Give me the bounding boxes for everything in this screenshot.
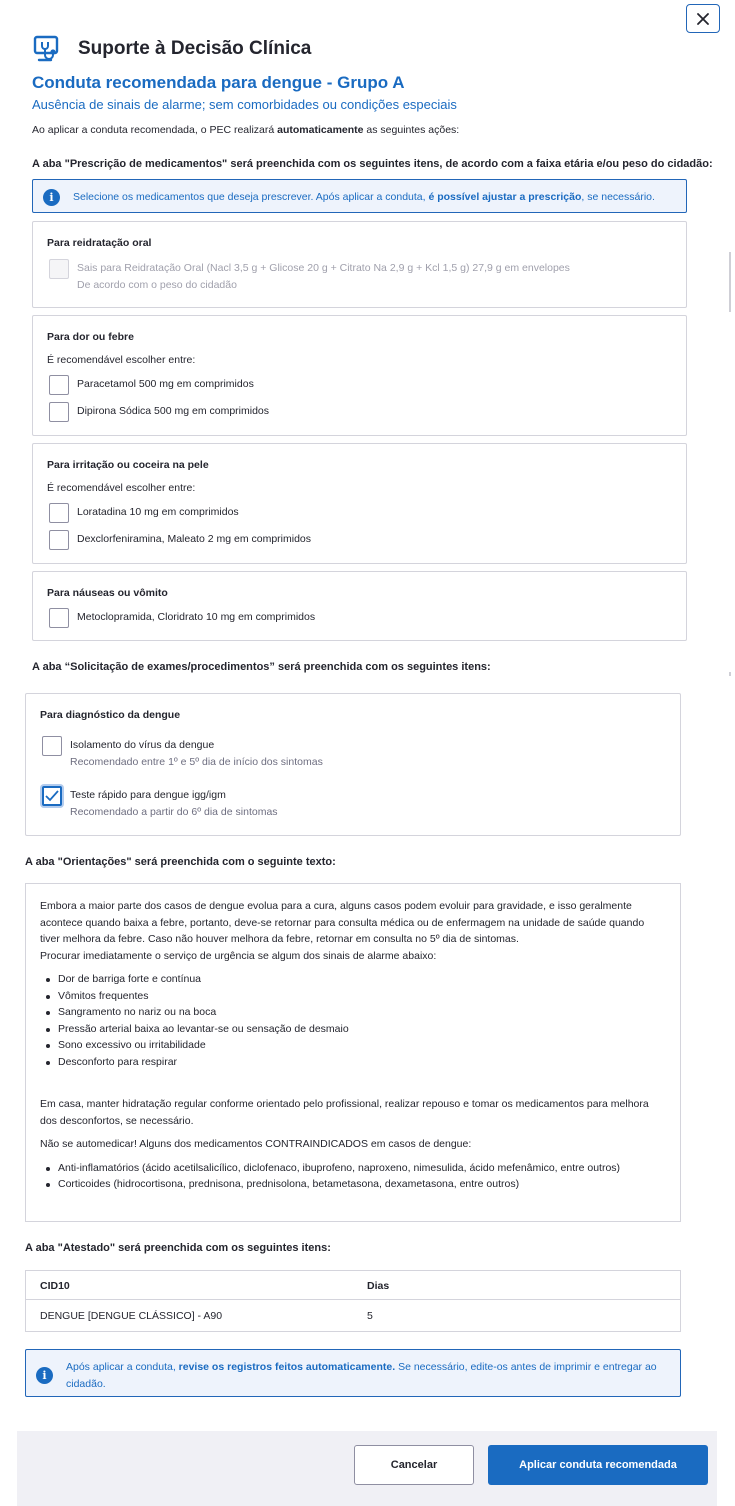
list-item: Vômitos frequentes xyxy=(58,988,666,1005)
check-icon xyxy=(45,790,59,802)
table-row xyxy=(26,1300,680,1331)
orientacoes-paragraph: Embora a maior parte dos casos de dengue evolua para a cura, alguns casos podem evoluir para gravidade, e isso geralmente acontece quando baixa a febre, portanto, deve-se retornar para consulta médica ou de enfermagem na unidade de saúde quando tiver melhora da febre. Caso não houver melhora da febre, retornar em consulta no 5º dia de sintomas. xyxy=(40,900,645,945)
card-title: Para diagnóstico da dengue xyxy=(40,709,181,721)
list-item: Pressão arterial baixa ao levantar-se ou sensação de desmaio xyxy=(58,1021,666,1038)
intro-text: Ao aplicar a conduta recomendada, o PEC realizará automaticamente as seguintes ações: xyxy=(32,124,460,136)
scrollbar-marker xyxy=(729,672,731,676)
modal-footer xyxy=(17,1431,717,1506)
orientacoes-text-box xyxy=(25,883,681,1222)
checkbox[interactable] xyxy=(49,503,69,523)
card-title: Para irritação ou coceira na pele xyxy=(47,459,209,471)
orientacoes-paragraph: Procurar imediatamente o serviço de urgência se algum dos sinais de alarme abaixo: xyxy=(40,949,437,962)
card-title: Para náuseas ou vômito xyxy=(47,587,168,599)
option-metoclopramida[interactable] xyxy=(49,608,315,628)
option-label: Paracetamol 500 mg em comprimidos xyxy=(77,378,254,390)
option-isolamento-virus[interactable] xyxy=(42,736,323,768)
atestado-table xyxy=(25,1270,681,1332)
final-info-alert: i Após aplicar a conduta, revise os registros feitos automaticamente. Se necessário, edite-os antes de imprimir e entregar ao cidadão. xyxy=(25,1349,681,1397)
checkbox[interactable] xyxy=(49,530,69,550)
atestado-heading: A aba "Atestado" será preenchida com os seguintes itens: xyxy=(25,1242,331,1254)
option-paracetamol[interactable] xyxy=(49,375,254,395)
checkbox[interactable] xyxy=(42,736,62,756)
card-reidratacao xyxy=(32,221,687,308)
scrollbar[interactable] xyxy=(729,252,731,312)
exames-heading: A aba “Solicitação de exames/procedimentos” será preenchida com os seguintes itens: xyxy=(32,661,491,673)
list-item: Sangramento no nariz ou na boca xyxy=(58,1004,666,1021)
option-label: Loratadina 10 mg em comprimidos xyxy=(77,506,239,518)
close-icon xyxy=(697,13,709,25)
modal-title: Suporte à Decisão Clínica xyxy=(78,38,312,59)
option-label: Sais para Reidratação Oral (Nacl 3,5 g + Glicose 20 g + Citrato Na 2,9 g + Kcl 1,5 g) 27,9 g em envelopes xyxy=(77,262,570,274)
card-diagnostico-dengue xyxy=(25,693,681,836)
table-cell: DENGUE [DENGUE CLÁSSICO] - A90 xyxy=(40,1310,223,1322)
option-sub: De acordo com o peso do cidadão xyxy=(77,279,237,291)
option-label: Metoclopramida, Cloridrato 10 mg em comprimidos xyxy=(77,611,316,623)
option-label: Teste rápido para dengue igg/igm xyxy=(70,789,226,801)
checkbox[interactable] xyxy=(49,375,69,395)
option-sub: Recomendado a partir do 6º dia de sintomas xyxy=(70,806,278,818)
option-sais-reidratacao xyxy=(49,259,570,291)
card-title: Para reidratação oral xyxy=(47,237,152,249)
checkbox-checked[interactable] xyxy=(42,786,62,806)
list-item: Sono excessivo ou irritabilidade xyxy=(58,1037,666,1054)
table-header-row xyxy=(26,1271,680,1300)
apply-conduta-button[interactable]: Aplicar conduta recomendada xyxy=(488,1445,708,1485)
orientacoes-paragraph: Em casa, manter hidratação regular conforme orientado pelo profissional, realizar repouso e tomar os medicamentos para melhora dos desconfortos, se necessário. xyxy=(40,1098,649,1127)
info-icon: i xyxy=(36,1367,53,1384)
cancel-button[interactable]: Cancelar xyxy=(354,1445,474,1485)
card-note: É recomendável escolher entre: xyxy=(47,354,196,366)
card-nauseas-vomito xyxy=(32,571,687,641)
close-button[interactable] xyxy=(686,4,720,33)
column-header: Dias xyxy=(367,1280,390,1292)
monitor-stethoscope-icon xyxy=(33,34,63,64)
option-label: Dexclorfeniramina, Maleato 2 mg em comprimidos xyxy=(77,533,311,545)
option-dexclorfeniramina[interactable] xyxy=(49,530,311,550)
list-item: Anti-inflamatórios (ácido acetilsalicílico, diclofenaco, ibuprofeno, naproxeno, nimesulida, ácido mefenâmico, entre outros) xyxy=(58,1160,666,1177)
list-item: Corticoides (hidrocortisona, prednisona, prednisolona, betametasona, dexametasona, entre outros) xyxy=(58,1176,666,1193)
alarm-list xyxy=(40,971,666,1070)
option-label: Isolamento do vírus da dengue xyxy=(70,739,215,751)
conduta-title: Conduta recomendada para dengue - Grupo A xyxy=(32,73,405,92)
option-loratadina[interactable] xyxy=(49,503,239,523)
option-sub: Recomendado entre 1º e 5º dia de início dos sintomas xyxy=(70,756,323,768)
option-dipirona[interactable] xyxy=(49,402,269,422)
prescricao-info-alert: i Selecione os medicamentos que deseja prescrever. Após aplicar a conduta, é possível ajustar a prescrição, se necessário. xyxy=(32,179,687,213)
modal-header xyxy=(33,34,311,64)
conduta-subtitle: Ausência de sinais de alarme; sem comorbidades ou condições especiais xyxy=(32,97,457,112)
contraindicados-list xyxy=(40,1160,666,1193)
option-label: Dipirona Sódica 500 mg em comprimidos xyxy=(77,405,269,417)
card-note: É recomendável escolher entre: xyxy=(47,482,196,494)
prescricao-heading: A aba "Prescrição de medicamentos" será preenchida com os seguintes itens, de acordo com a faixa etária e/ou peso do cidadão: xyxy=(32,158,713,170)
list-item: Dor de barriga forte e contínua xyxy=(58,971,666,988)
card-dor-febre xyxy=(32,315,687,436)
checkbox[interactable] xyxy=(49,402,69,422)
table-cell: 5 xyxy=(367,1310,373,1322)
orientacoes-heading: A aba "Orientações" será preenchida com o seguinte texto: xyxy=(25,856,336,868)
info-icon: i xyxy=(43,189,60,206)
column-header: CID10 xyxy=(40,1280,70,1292)
orientacoes-paragraph: Não se automedicar! Alguns dos medicamentos CONTRAINDICADOS em casos de dengue: xyxy=(40,1138,472,1150)
card-irritacao-pele xyxy=(32,443,687,564)
card-title: Para dor ou febre xyxy=(47,331,134,343)
list-item: Desconforto para respirar xyxy=(58,1054,666,1071)
option-teste-rapido[interactable] xyxy=(42,786,278,818)
checkbox[interactable] xyxy=(49,608,69,628)
checkbox[interactable] xyxy=(49,259,69,279)
